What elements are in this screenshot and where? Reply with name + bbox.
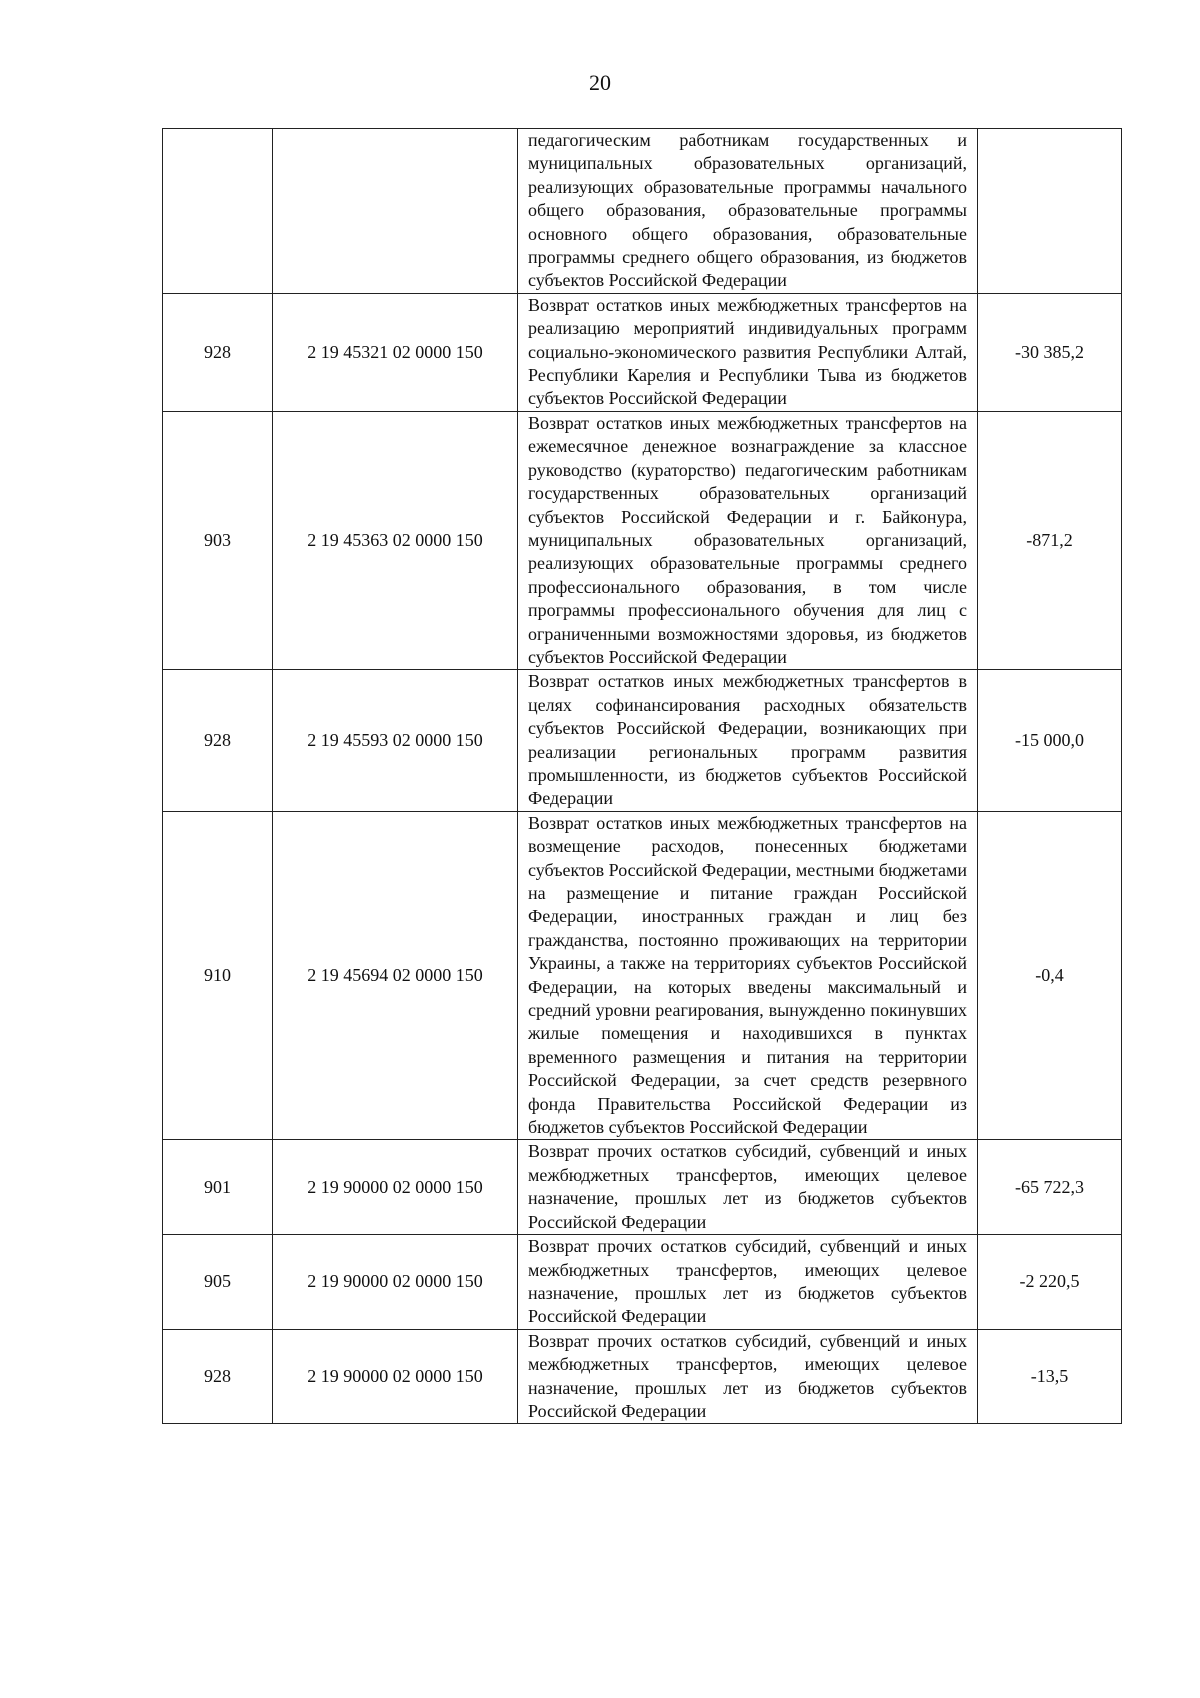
amount-cell: -30 385,2 — [978, 293, 1122, 411]
admin-code-cell: 901 — [163, 1140, 273, 1235]
budget-code-cell: 2 19 90000 02 0000 150 — [273, 1235, 518, 1330]
budget-returns-table — [162, 128, 1122, 1424]
admin-code-cell — [163, 129, 273, 294]
description-cell: Возврат прочих остатков субсидий, субвенций и иных межбюджетных трансфертов, имеющих целевое назначение, прошлых лет из бюджетов субъектов Российской Федерации — [518, 1329, 978, 1424]
amount-cell: -0,4 — [978, 811, 1122, 1140]
amount-cell: -15 000,0 — [978, 670, 1122, 811]
description-cell: Возврат остатков иных межбюджетных трансфертов на ежемесячное денежное вознаграждение за классное руководство (кураторство) педагогическим работникам государственных образовательных организаций субъектов Российской Федерации и г. Байконура, муниципальных образовательных организаций, реализующих образовательные программы среднего профессионального образования, в том числе программы профессионального обучения для лиц с ограниченными возможностями здоровья, из бюджетов субъектов Российской Федерации — [518, 411, 978, 669]
budget-code-cell: 2 19 90000 02 0000 150 — [273, 1140, 518, 1235]
budget-code-cell: 2 19 45321 02 0000 150 — [273, 293, 518, 411]
table-row — [163, 1235, 1122, 1330]
description-cell: Возврат остатков иных межбюджетных трансфертов в целях софинансирования расходных обязательств субъектов Российской Федерации, возникающих при реализации региональных программ развития промышленности, из бюджетов субъектов Российской Федерации — [518, 670, 978, 811]
budget-code-cell: 2 19 45694 02 0000 150 — [273, 811, 518, 1140]
table-row — [163, 293, 1122, 411]
admin-code-cell: 910 — [163, 811, 273, 1140]
page-number: 20 — [589, 70, 611, 95]
admin-code-cell: 928 — [163, 293, 273, 411]
table-row — [163, 411, 1122, 669]
admin-code-cell: 928 — [163, 1329, 273, 1424]
admin-code-cell: 903 — [163, 411, 273, 669]
admin-code-cell: 928 — [163, 670, 273, 811]
description-cell: Возврат остатков иных межбюджетных трансфертов на возмещение расходов, понесенных бюджетами субъектов Российской Федерации, местными бюджетами на размещение и питание граждан Российской Федерации, иностранных граждан и лиц без гражданства, постоянно проживающих на территории Украины, а также на территориях субъектов Российской Федерации, на которых введены максимальный и средний уровни реагирования, вынужденно покинувших жилые помещения и находившихся в пунктах временного размещения и питания на территории Российской Федерации, за счет средств резервного фонда Правительства Российской Федерации из бюджетов субъектов Российской Федерации — [518, 811, 978, 1140]
description-cell: педагогическим работникам государственных и муниципальных образовательных организаций, реализующих образовательные программы начального общего образования, образовательные программы основного общего образования, образовательные программы среднего общего образования, из бюджетов субъектов Российской Федерации — [518, 129, 978, 294]
table-row — [163, 811, 1122, 1140]
amount-cell: -65 722,3 — [978, 1140, 1122, 1235]
table-row — [163, 129, 1122, 294]
budget-code-cell: 2 19 90000 02 0000 150 — [273, 1329, 518, 1424]
table-row — [163, 1329, 1122, 1424]
amount-cell: -2 220,5 — [978, 1235, 1122, 1330]
budget-code-cell: 2 19 45593 02 0000 150 — [273, 670, 518, 811]
amount-cell: -13,5 — [978, 1329, 1122, 1424]
description-cell: Возврат прочих остатков субсидий, субвенций и иных межбюджетных трансфертов, имеющих целевое назначение, прошлых лет из бюджетов субъектов Российской Федерации — [518, 1140, 978, 1235]
amount-cell — [978, 129, 1122, 294]
table-row — [163, 1140, 1122, 1235]
table-row — [163, 670, 1122, 811]
admin-code-cell: 905 — [163, 1235, 273, 1330]
description-cell: Возврат остатков иных межбюджетных трансфертов на реализацию мероприятий индивидуальных программ социально-экономического развития Республики Алтай, Республики Карелия и Республики Тыва из бюджетов субъектов Российской Федерации — [518, 293, 978, 411]
budget-code-cell: 2 19 45363 02 0000 150 — [273, 411, 518, 669]
budget-code-cell — [273, 129, 518, 294]
amount-cell: -871,2 — [978, 411, 1122, 669]
description-cell: Возврат прочих остатков субсидий, субвенций и иных межбюджетных трансфертов, имеющих целевое назначение, прошлых лет из бюджетов субъектов Российской Федерации — [518, 1235, 978, 1330]
